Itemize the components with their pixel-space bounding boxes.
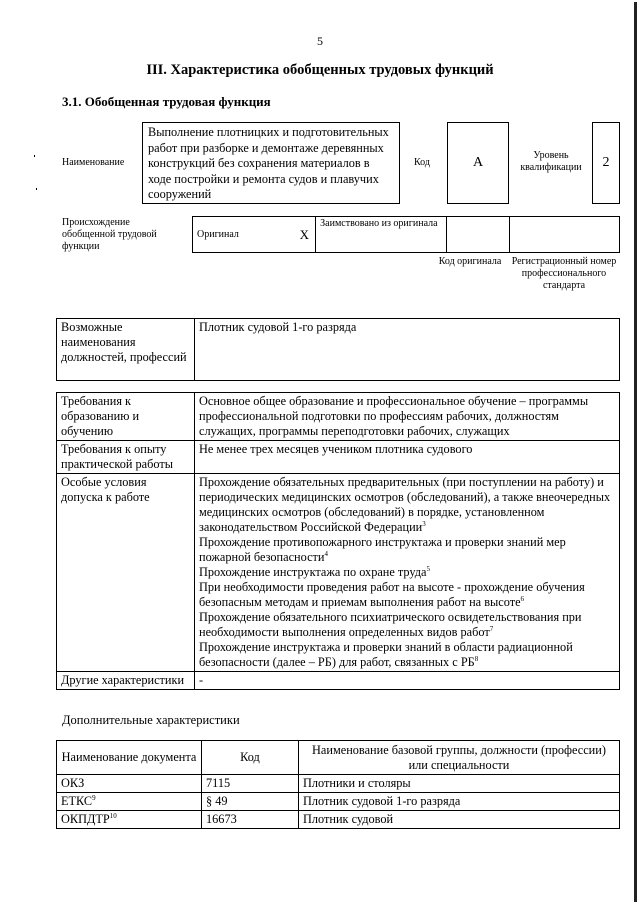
condition-item: При необходимости проведения работ на высоте - прохождение обучения безопасным методам и приемам выполнения работ на высоте$^6$ bbox=[199, 580, 585, 609]
scan-mark bbox=[634, 2, 637, 902]
borrowed-label: Заимствовано из оригинала bbox=[316, 217, 447, 253]
col-code-header: Код bbox=[202, 741, 299, 775]
table-row: ОКЗ 7115 Плотники и столяры bbox=[57, 775, 620, 793]
original-label: Оригинал bbox=[193, 217, 294, 253]
education-value: Основное общее образование и профессиональное обучение – программы профессиональной подготовки по профессиям рабочих, должностям служащих, программы переподготовки рабочих, служащих bbox=[195, 393, 620, 441]
page-number: 5 bbox=[317, 34, 323, 48]
function-name: Выполнение плотницких и подготовительных работ при разборке и демонтаже деревянных конструкций без сохранения материалов в ходе постройки и ремонта судов и плавучих сооружений bbox=[142, 122, 400, 204]
function-code: А bbox=[447, 122, 509, 204]
other-label: Другие характеристики bbox=[57, 672, 195, 690]
table-row: ОКПДТР$^{10}$ 16673 Плотник судовой bbox=[57, 811, 620, 829]
requirements-table bbox=[56, 392, 620, 690]
experience-value: Не менее трех месяцев учеником плотника судового bbox=[195, 441, 620, 474]
level-label: Уровень квалификации bbox=[520, 150, 582, 173]
positions-label: Возможные наименования должностей, профессий bbox=[57, 319, 195, 381]
code-label: Код bbox=[414, 157, 430, 168]
condition-item: Прохождение обязательного психиатрического освидетельствования при необходимости выполнения определенных видов работ$^7$ bbox=[199, 610, 582, 639]
additional-table bbox=[56, 740, 620, 829]
col-doc-header: Наименование документа bbox=[57, 741, 202, 775]
additional-title: Дополнительные характеристики bbox=[62, 713, 240, 727]
original-mark: X bbox=[293, 217, 315, 253]
origin-label: Происхождение обобщенной трудовой функции bbox=[62, 217, 157, 252]
condition-item: Прохождение инструктажа по охране труда$^5$ bbox=[199, 564, 431, 579]
registration-caption: Регистрационный номер профессионального стандарта bbox=[511, 256, 617, 291]
condition-item: Прохождение противопожарного инструктажа и проверки знаний мер пожарной безопасности$^4$ bbox=[199, 535, 566, 564]
subsection-title: 3.1. Обобщенная трудовая функция bbox=[62, 94, 271, 109]
col-name-header: Наименование базовой группы, должности (профессии) или специальности bbox=[299, 741, 620, 775]
condition-item: Прохождение обязательных предварительных (при поступлении на работу) и периодических медицинских осмотров (обследований), а также внеочередных медицинских осмотров (обследований) в порядке, установленном законодательством Российской Федерации$^3$ bbox=[199, 475, 611, 534]
education-label: Требования к образованию и обучению bbox=[57, 393, 195, 441]
other-value: - bbox=[195, 672, 620, 690]
qualification-level: 2 bbox=[592, 122, 620, 204]
scan-mark bbox=[36, 188, 37, 190]
section-title: III. Характеристика обобщенных трудовых функций bbox=[146, 62, 494, 78]
condition-item: Прохождение инструктажа и проверки знаний в области радиационной безопасности (далее – РБ) для работ, связанных с $РБ^8$ bbox=[199, 640, 573, 669]
code-original-caption: Код оригинала bbox=[438, 256, 502, 267]
experience-label: Требования к опыту практической работы bbox=[57, 441, 195, 474]
name-label: Наименование bbox=[62, 157, 125, 168]
positions-table bbox=[56, 318, 620, 381]
conditions-list bbox=[195, 474, 620, 672]
table-row: ЕТКС$^9$ § 49 Плотник судовой 1-го разряда bbox=[57, 793, 620, 811]
positions-value: Плотник судовой 1-го разряда bbox=[195, 319, 620, 381]
scan-mark bbox=[34, 155, 35, 157]
conditions-label: Особые условия допуска к работе bbox=[57, 474, 195, 672]
origin-table bbox=[192, 216, 620, 253]
